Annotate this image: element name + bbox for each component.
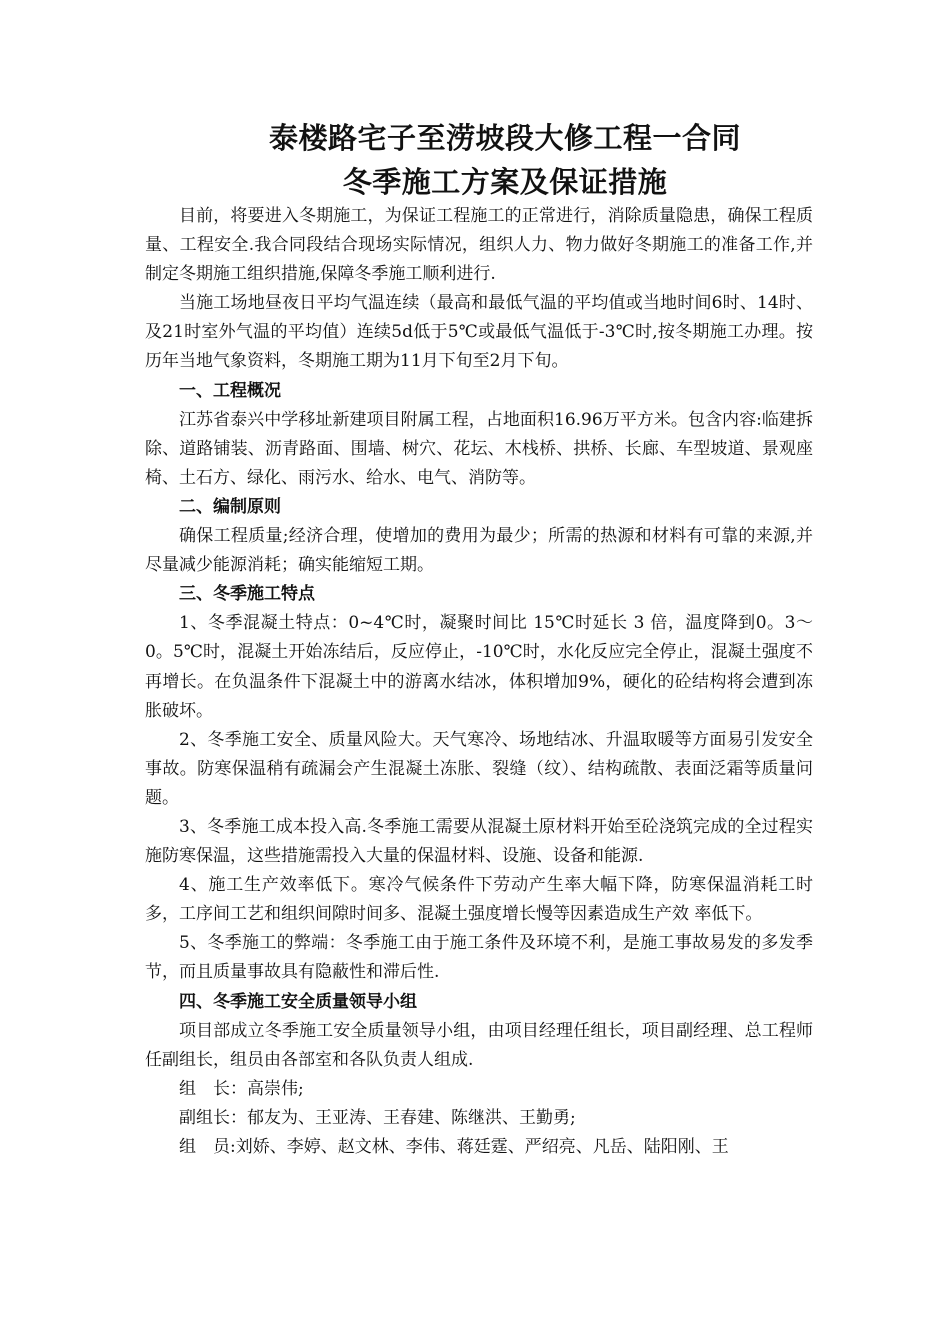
principles-paragraph: 确保工程质量;经济合理，使增加的费用为最少；所需的热源和材料有可靠的来源,并尽量减少能源消耗；确实能缩短工期。 xyxy=(145,526,813,576)
leader-line: 组 长：高崇伟; xyxy=(179,1078,304,1099)
features-paragraph-4: 4、施工生产效率低下。寒冷气候条件下劳动产生率大幅下降，防寒保温消耗工时多，工序间工艺和组织间隙时间多、混凝土强度增长慢等因素造成生产效 率低下。 xyxy=(145,875,813,925)
section-heading-principles: 二、编制原则 xyxy=(179,496,281,517)
features-paragraph-5: 5、冬季施工的弊端：冬季施工由于施工条件及环境不利，是施工事故易发的多发季节，而且质量事故具有隐蔽性和滞后性. xyxy=(145,933,813,983)
deputy-leader-line: 副组长：郁友为、王亚涛、王春建、陈继洪、王勤勇; xyxy=(179,1107,576,1128)
section-heading-overview: 一、工程概况 xyxy=(179,380,281,401)
section-heading-features: 三、冬季施工特点 xyxy=(179,584,315,605)
members-line: 组 员:刘娇、李婷、赵文林、李伟、蒋廷霆、严绍亮、凡岳、陆阳刚、王 xyxy=(179,1137,729,1157)
intro-paragraph-1: 目前，将要进入冬期施工，为保证工程施工的正常进行，消除质量隐患，确保工程质量、工程安全.我合同段结合现场实际情况，组织人力、物力做好冬期施工的准备工作,并制定冬期施工组织措施,保障冬季施工顺利进行. xyxy=(145,206,813,285)
features-paragraph-2: 2、冬季施工安全、质量风险大。天气寒冷、场地结冰、升温取暖等方面易引发安全事故。防寒保温稍有疏漏会产生混凝土冻胀、裂缝（纹）、结构疏散、表面泛霜等质量问题。 xyxy=(145,729,813,808)
intro-paragraph-2: 当施工场地昼夜日平均气温连续（最高和最低气温的平均值或当地时间6时、14时、及21时室外气温的平均值）连续5d低于5℃或最低气温低于-3℃时,按冬期施工办理。按历年当地气象资料，冬期施工期为11月下旬至2月下旬。 xyxy=(145,293,813,372)
features-paragraph-3: 3、冬季施工成本投入高.冬季施工需要从混凝土原材料开始至砼浇筑完成的全过程实施防寒保温，这些措施需投入大量的保温材料、设施、设备和能源. xyxy=(145,816,813,867)
document-body xyxy=(145,202,813,1162)
features-paragraph-1: 1、冬季混凝土特点：0~4℃时，凝聚时间比 15℃时延长 3 倍，温度降到0。3～ 0。5℃时，混凝土开始冻结后，反应停止，-10℃时，水化反应完全停止，混凝土强度不再增长。在负温条件下混凝土中的游离水结冰，体积增加9%，硬化的砼结构将会遭到冻胀破坏。 xyxy=(145,613,813,721)
overview-paragraph: 江苏省泰兴中学移址新建项目附属工程，占地面积16.96万平方米。包含内容:临建拆除、道路铺装、沥青路面、围墙、树穴、花坛、木栈桥、拱桥、长廊、车型坡道、景观座椅、土石方、绿化、雨污水、给水、电气、消防等。 xyxy=(145,409,813,488)
document-subtitle: 冬季施工方案及保证措施 xyxy=(342,165,668,199)
document-title: 泰楼路宅子至涝坡段大修工程一合同 xyxy=(268,121,741,155)
section-heading-leadership: 四、冬季施工安全质量领导小组 xyxy=(179,991,417,1012)
leadership-paragraph: 项目部成立冬季施工安全质量领导小组，由项目经理任组长，项目副经理、总工程师任副组长，组员由各部室和各队负责人组成. xyxy=(145,1020,813,1070)
